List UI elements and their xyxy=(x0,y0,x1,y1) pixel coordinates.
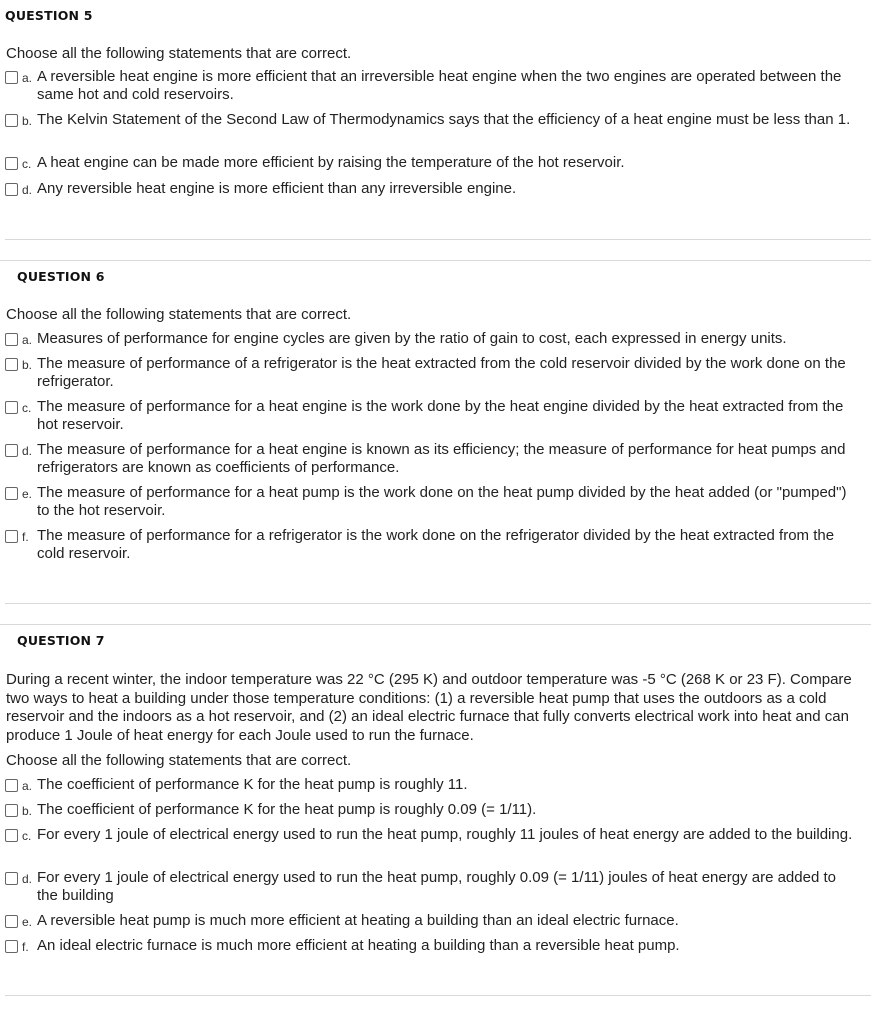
q6-option-e-letter: e. xyxy=(22,487,33,501)
q5-option-b-text: The Kelvin Statement of the Second Law of Thermodynamics says that the efficiency of a heat engine must be less than 1. xyxy=(37,111,851,128)
q5-option-a-letter: a. xyxy=(22,71,33,85)
q6-option-c-text: The measure of performance for a heat engine is the work done by the heat engine divided by the heat extracted from the hot reservoir. xyxy=(37,398,844,433)
q6-option-d-text: The measure of performance for a heat engine is known as its efficiency; the measure of performance for heat pumps and refrigerators are known as coefficients of performance. xyxy=(37,441,846,476)
q5-option-c-letter: c. xyxy=(22,157,32,171)
question-7-intro: During a recent winter, the indoor temperature was 22 °C (295 K) and outdoor temperature was -5 °C (268 K or 23 F). Compare two ways to heat a building under those temperature conditions: (1) a reversible heat pump that uses the outdoors as a cold reservoir and the indoors as a hot reservoir, and (2) an ideal electric furnace that fully converts electrical work into heat and can produce 1 Joule of heat energy for each Joule used to run the furnace. xyxy=(6,671,852,744)
q6-option-c-letter: c. xyxy=(22,401,32,415)
q7-option-c-letter: c. xyxy=(22,829,32,843)
q5-option-b-letter: b. xyxy=(22,114,33,128)
q5-option-c-text: A heat engine can be made more efficient by raising the temperature of the hot reservoir. xyxy=(37,154,625,171)
q7-option-d-letter: d. xyxy=(22,872,33,886)
question-5-header xyxy=(0,0,871,34)
question-6-title: QUESTION 6 xyxy=(17,269,105,284)
question-7-prompt: Choose all the following statements that are correct. xyxy=(6,752,352,769)
divider xyxy=(5,603,871,604)
q7-option-b-letter: b. xyxy=(22,804,33,818)
q6-option-b-text: The measure of performance of a refrigerator is the heat extracted from the cold reservoir divided by the work done on the refrigerator. xyxy=(37,355,846,390)
q6-checkbox-b[interactable] xyxy=(5,358,18,371)
q5-option-d-text: Any reversible heat engine is more efficient than any irreversible engine. xyxy=(37,180,517,197)
q7-checkbox-e[interactable] xyxy=(5,915,18,928)
question-5-title: QUESTION 5 xyxy=(5,8,93,23)
q7-option-a-letter: a. xyxy=(22,779,33,793)
q6-option-f-letter: f. xyxy=(22,530,29,544)
question-7-title: QUESTION 7 xyxy=(17,633,105,648)
q6-checkbox-e[interactable] xyxy=(5,487,18,500)
q6-option-d-letter: d. xyxy=(22,444,33,458)
q7-option-a-text: The coefficient of performance K for the heat pump is roughly 11. xyxy=(37,776,468,793)
q6-option-a-text: Measures of performance for engine cycles are given by the ratio of gain to cost, each expressed in energy units. xyxy=(37,330,787,347)
q7-option-c-text: For every 1 joule of electrical energy used to run the heat pump, roughly 11 joules of heat energy are added to the building. xyxy=(37,826,853,843)
question-6-header xyxy=(0,260,871,294)
q7-option-e-text: A reversible heat pump is much more efficient at heating a building than an ideal electric furnace. xyxy=(37,912,679,929)
q5-option-a-text: A reversible heat engine is more efficient that an irreversible heat engine when the two engines are operated between the same hot and cold reservoirs. xyxy=(37,68,842,103)
q7-checkbox-c[interactable] xyxy=(5,829,18,842)
q7-option-d-text: For every 1 joule of electrical energy used to run the heat pump, roughly 0.09 (= 1/11) joules of heat energy are added to the building xyxy=(37,869,836,904)
q7-checkbox-d[interactable] xyxy=(5,872,18,885)
q7-checkbox-b[interactable] xyxy=(5,804,18,817)
q6-option-f-text: The measure of performance for a refrigerator is the work done on the refrigerator divided by the heat extracted from the cold reservoir. xyxy=(37,527,835,562)
q7-option-f-letter: f. xyxy=(22,940,29,954)
q5-checkbox-a[interactable] xyxy=(5,71,18,84)
q6-option-e-text: The measure of performance for a heat pump is the work done on the heat pump divided by the heat added (or "pumped") to the hot reservoir. xyxy=(37,484,847,519)
question-6-prompt: Choose all the following statements that are correct. xyxy=(6,306,352,323)
q7-checkbox-a[interactable] xyxy=(5,779,18,792)
q6-checkbox-f[interactable] xyxy=(5,530,18,543)
q7-option-e-letter: e. xyxy=(22,915,33,929)
divider xyxy=(5,995,871,996)
q6-checkbox-d[interactable] xyxy=(5,444,18,457)
q5-option-d-letter: d. xyxy=(22,183,33,197)
q6-option-b-letter: b. xyxy=(22,358,33,372)
q5-checkbox-d[interactable] xyxy=(5,183,18,196)
question-7-header xyxy=(0,624,871,658)
q5-checkbox-c[interactable] xyxy=(5,157,18,170)
q7-option-b-text: The coefficient of performance K for the heat pump is roughly 0.09 (= 1/11). xyxy=(37,801,537,818)
q7-option-f-text: An ideal electric furnace is much more efficient at heating a building than a reversible heat pump. xyxy=(37,937,680,954)
question-5-prompt: Choose all the following statements that are correct. xyxy=(6,45,352,62)
q6-checkbox-a[interactable] xyxy=(5,333,18,346)
q6-checkbox-c[interactable] xyxy=(5,401,18,414)
q5-checkbox-b[interactable] xyxy=(5,114,18,127)
q7-checkbox-f[interactable] xyxy=(5,940,18,953)
divider xyxy=(5,239,871,240)
q6-option-a-letter: a. xyxy=(22,333,33,347)
